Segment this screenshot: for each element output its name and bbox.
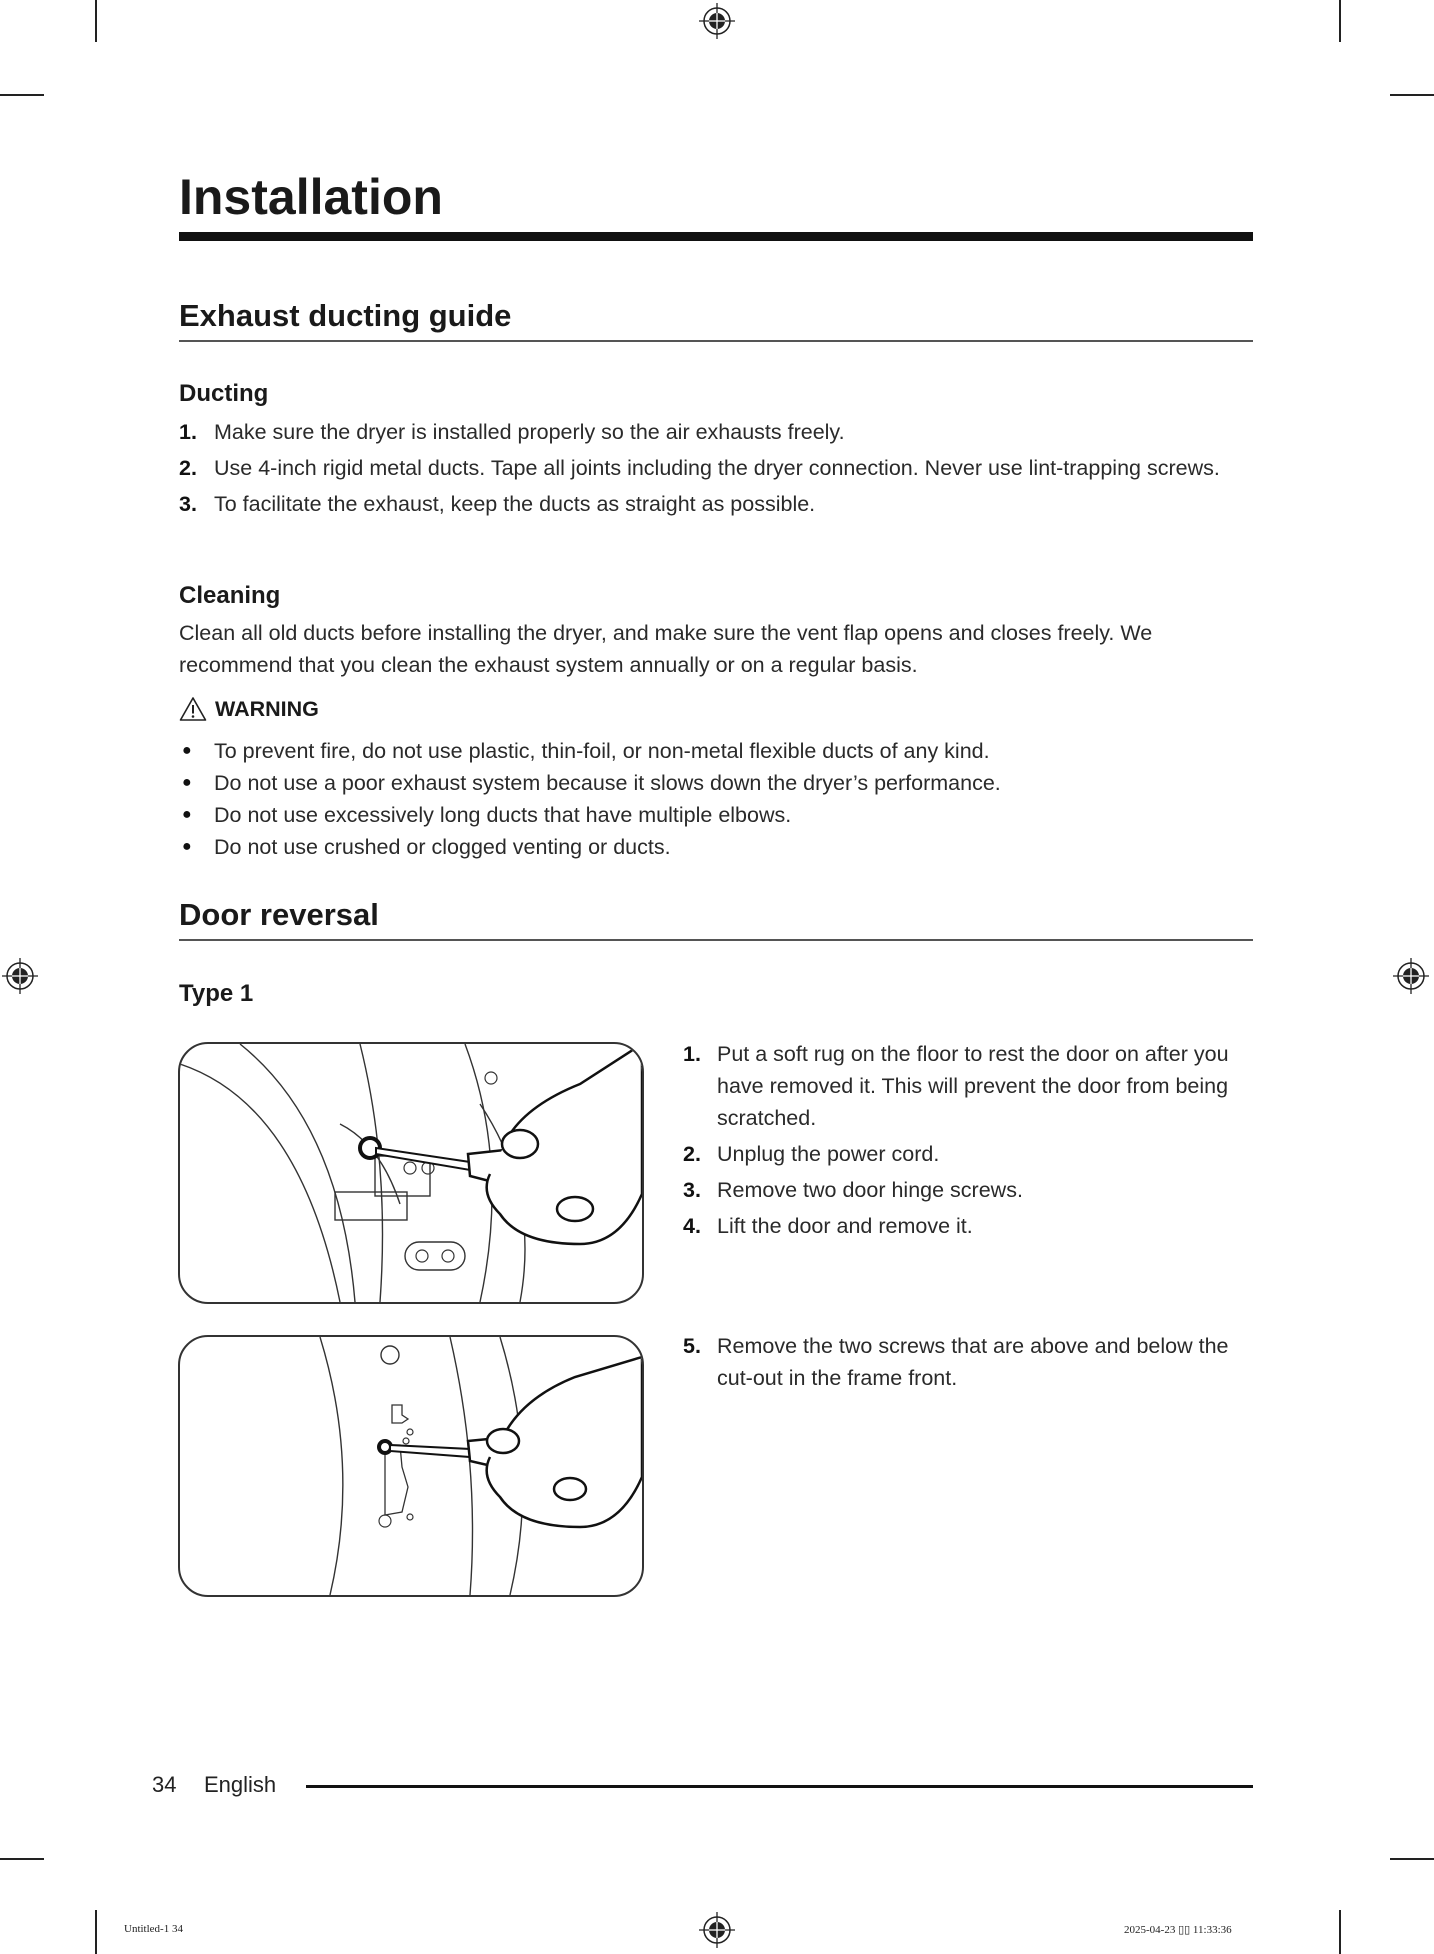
print-slug-left: Untitled-1 34	[124, 1923, 183, 1935]
warning-bullet-list	[179, 735, 1253, 863]
crop-mark	[95, 0, 97, 42]
list-item: 2. Unplug the power cord.	[683, 1142, 940, 1166]
print-slug-right: 2025-04-23 ▯▯ 11:33:36	[1124, 1924, 1232, 1936]
list-item: 5. Remove the two screws that are above and below the cut-out in the frame front.	[683, 1334, 1229, 1390]
chapter-title-rule	[179, 232, 1253, 241]
subheading-type-1: Type 1	[179, 980, 254, 1007]
subheading-ducting: Ducting	[179, 380, 269, 407]
crop-mark	[1339, 0, 1341, 42]
section-rule	[179, 340, 1253, 342]
list-item: ● To prevent fire, do not use plastic, thin-foil, or non-metal flexible ducts of any kind.	[182, 739, 990, 763]
door-steps-group-2	[683, 1330, 1255, 1398]
crop-mark	[1390, 94, 1434, 96]
list-item: 2. Use 4-inch rigid metal ducts. Tape all joints including the dryer connection. Never use lint-trapping screws.	[179, 456, 1220, 480]
registration-mark-icon	[699, 1912, 735, 1948]
warning-label: WARNING	[215, 696, 319, 721]
crop-mark	[0, 1858, 44, 1860]
page-number: 34	[152, 1772, 177, 1797]
crop-mark	[95, 1910, 97, 1954]
cleaning-paragraph: Clean all old ducts before installing the dryer, and make sure the vent flap opens and closes freely. We recommend that you clean the exhaust system annually or on a regular basis.	[179, 621, 1153, 677]
crop-mark	[1339, 1910, 1341, 1954]
illustration-remove-frame-screws	[178, 1335, 644, 1597]
warning-block	[179, 696, 319, 722]
registration-mark-icon	[1393, 958, 1429, 994]
door-steps-group-1	[683, 1038, 1255, 1246]
list-item: 4. Lift the door and remove it.	[683, 1214, 973, 1238]
crop-mark	[0, 94, 44, 96]
illustration-remove-hinge-screws	[178, 1042, 644, 1304]
list-item: ● Do not use excessively long ducts that have multiple elbows.	[182, 803, 792, 827]
registration-mark-icon	[699, 3, 735, 39]
list-item: 1. Put a soft rug on the floor to rest the door on after you have removed it. This will prevent the door from being scratched.	[683, 1042, 1229, 1130]
chapter-title: Installation	[179, 169, 443, 225]
registration-mark-icon	[2, 958, 38, 994]
ducting-list	[179, 416, 1253, 524]
warning-triangle-icon	[179, 696, 207, 722]
section-title-exhaust: Exhaust ducting guide	[179, 298, 512, 333]
footer-language: English	[204, 1772, 277, 1797]
list-item: 3. Remove two door hinge screws.	[683, 1178, 1023, 1202]
frame-cutout-illustration	[180, 1337, 642, 1595]
list-item: ● Do not use a poor exhaust system because it slows down the dryer’s performance.	[182, 771, 1001, 795]
list-item: ● Do not use crushed or clogged venting or ducts.	[182, 835, 671, 859]
door-hinge-illustration	[180, 1044, 642, 1302]
subheading-cleaning: Cleaning	[179, 582, 281, 609]
crop-mark	[1390, 1858, 1434, 1860]
footer-rule	[306, 1785, 1253, 1788]
section-title-door-reversal: Door reversal	[179, 897, 379, 932]
list-item: 1. Make sure the dryer is installed properly so the air exhausts freely.	[179, 420, 845, 444]
section-rule	[179, 939, 1253, 941]
list-item: 3. To facilitate the exhaust, keep the ducts as straight as possible.	[179, 492, 816, 516]
